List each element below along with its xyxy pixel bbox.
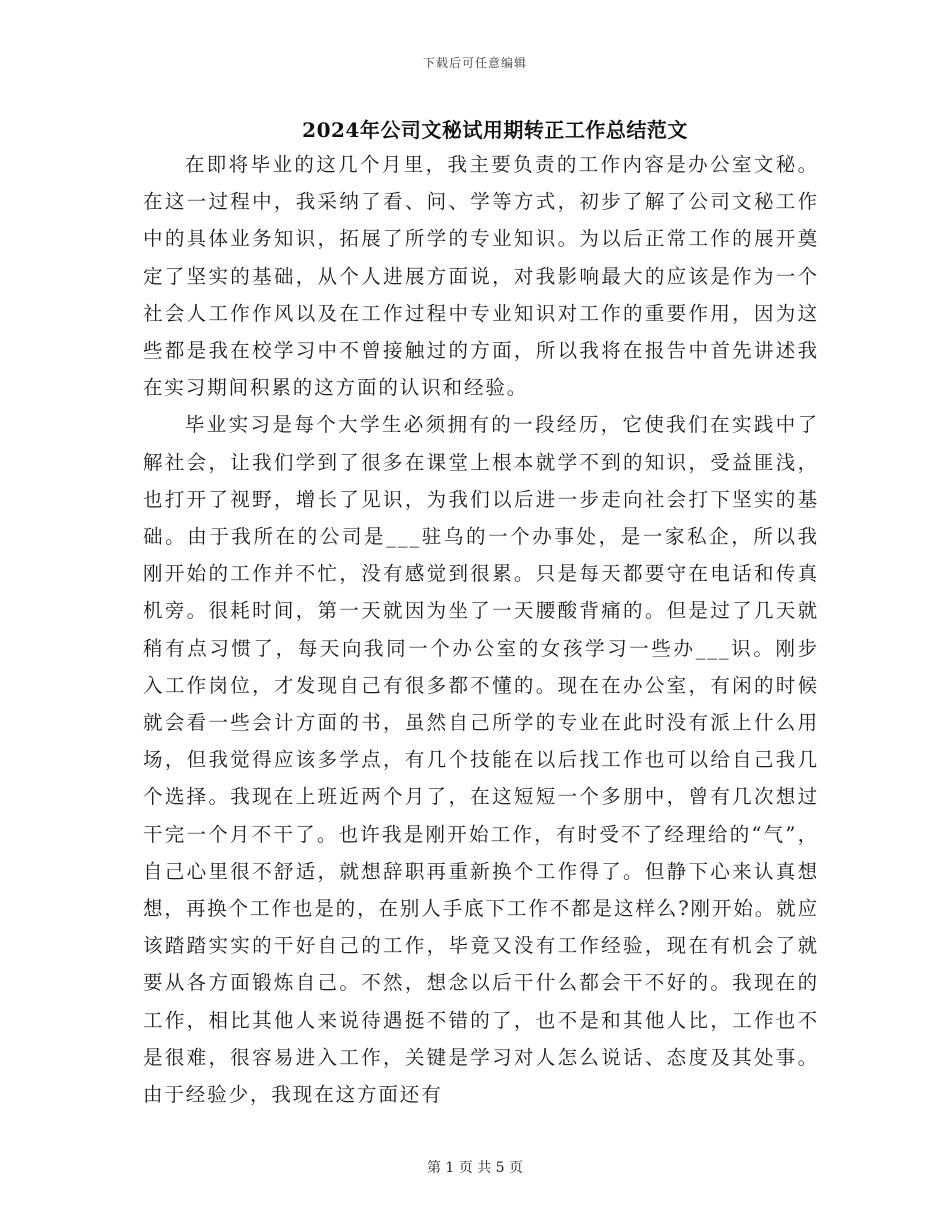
paragraph-2: 毕业实习是每个大学生必须拥有的一段经历，它使我们在实践中了解社会，让我们学到了很多在课堂上根本就学不到的知识，受益匪浅，也打开了视野，增长了见识，为我们以后进一步走向社会打下坚实的基础。由于我所在的公司是___驻乌的一个办事处，是一家私企，所以我刚开始的工作并不忙，没有感觉到很累。只是每天都要守在电话和传真机旁。很耗时间，第一天就因为坐了一天腰酸背痛的。但是过了几天就稍有点习惯了，每天向我同一个办公室的女孩学习一些办___识。刚步入工作岗位，才发现自己有很多都不懂的。现在在办公室，有闲的时候就会看一些会计方面的书，虽然自己所学的专业在此时没有派上什么用场，但我觉得应该多学点，有几个技能在以后找工作也可以给自己我几个选择。我现在上班近两个月了，在这短短一个多朋中，曾有几次想过干完一个月不干了。也许我是刚开始工作，有时受不了经理给的“气”，自己心里很不舒适，就想辞职再重新换个工作得了。但静下心来认真想想，再换个工作也是的，在别人手底下工作不都是这样么?刚开始。就应该踏踏实实的干好自己的工作，毕竟又没有工作经验，现在有机会了就要从各方面锻炼自己。不然，想念以后干什么都会干不好的。我现在的工作，相比其他人来说待遇挺不错的了，也不是和其他人比，工作也不是很难，很容易进入工作，关键是学习对人怎么说话、态度及其处事。由于经验少，我现在这方面还有	[143, 413, 819, 1107]
document-title: 2024年公司文秘试用期转正工作总结范文	[302, 118, 688, 142]
header-note: 下载后可任意编辑	[422, 56, 527, 70]
document-body	[143, 146, 819, 1113]
paragraph-1: 在即将毕业的这几个月里，我主要负责的工作内容是办公室文秘。在这一过程中，我采纳了看、问、学等方式，初步了解了公司文秘工作中的具体业务知识，拓展了所学的专业知识。为以后正常工作的展开奠定了坚实的基础，从个人进展方面说，对我影响最大的应该是作为一个社会人工作作风以及在工作过程中专业知识对工作的重要作用，因为这些都是我在校学习中不曾接触过的方面，所以我将在报告中首先讲述我在实习期间积累的这方面的认识和经验。	[143, 153, 819, 400]
page-number: 第 1 页 共 5 页	[426, 1160, 524, 1176]
